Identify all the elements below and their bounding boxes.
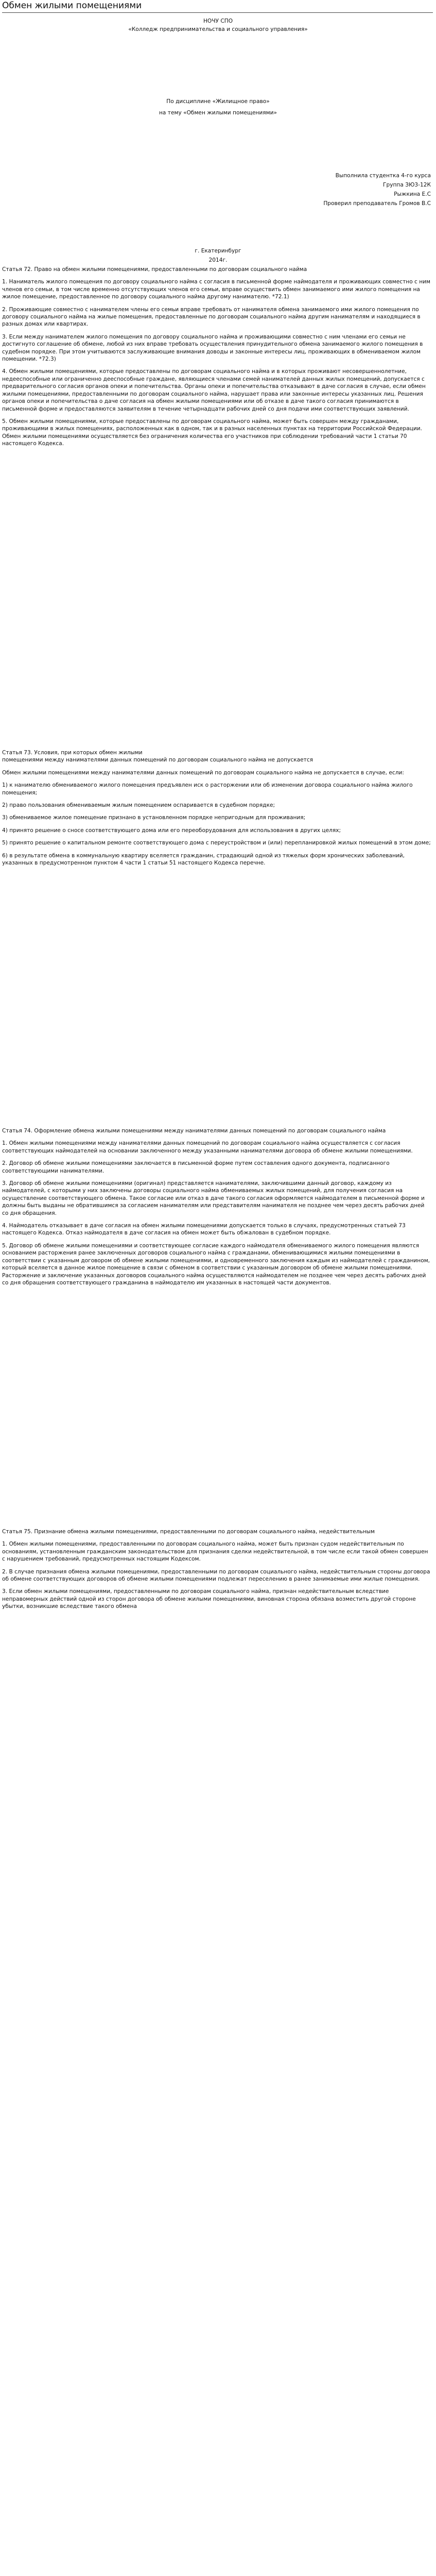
article-75: [2, 1528, 432, 1616]
article-73-item: 2) право пользования обмениваемым жилым помещением оспаривается в судебном порядке;: [2, 802, 275, 809]
article-73-item: 1) к нанимателю обмениваемого жилого помещения предъявлен иск о расторжении или об изменении договора социального найма жилого помещения;: [2, 782, 413, 796]
student-line: Рыжкина Е.С: [394, 191, 431, 197]
year-line: 2014г.: [208, 257, 228, 263]
article-72: [2, 266, 432, 453]
article-75-paragraph: 3. Если обмен жилыми помещениями, предоставленными по договорам социального найма, признан недействительным вследствие неправомерных действий одной из сторон договора об обмене жилыми помещениями, виновная сторона обязана возместить другой стороне убытки, возникшие вследствие такого обмена: [2, 1588, 416, 1610]
org-full: «Колледж предпринимательства и социального управления»: [128, 26, 308, 32]
article-73-heading: Статья 73. Условия, при которых обмен жилыми: [2, 750, 143, 756]
org-short: НОЧУ СПО: [203, 18, 233, 24]
article-74: [2, 1127, 432, 1292]
author-line: Выполнила студентка 4-го курса: [335, 173, 431, 179]
article-75-paragraph: 1. Обмен жилыми помещениями, предоставленными по договорам социального найма, может быть признан судом недействительным по основаниям, установленным гражданским законодательством для признания сделки недействительной, в том числе если такой обмен совершен с нарушением требований, предусмотренных настоящим Кодексом.: [2, 1541, 428, 1563]
article-72-paragraph: 1. Наниматель жилого помещения по договору социального найма с согласия в письменной форме наймодателя и проживающих совместно с ним членов его семьи, в том числе временно отсутствующих членов его семьи, вправе осуществить обмен занимаемого ими жилого помещения на жилое помещение, предоставленное по договору социального найма другому нанимателю. *72.1): [2, 279, 431, 300]
article-74-heading: Статья 74. Оформление обмена жилыми помещениями между нанимателями данных помещений по договорам социального найма: [2, 1128, 386, 1134]
article-73-intro: Обмен жилыми помещениями между нанимателями данных помещений по договорам социального найма не допускается в случае, если:: [2, 769, 404, 776]
article-75-heading: Статья 75. Признание обмена жилыми помещениями, предоставленными по договорам социального найма, недействительным: [2, 1529, 375, 1535]
article-72-paragraph: 3. Если между нанимателем жилого помещения по договору социального найма и проживающими совместно с ним членами его семьи не достигнуто соглашение об обмене, любой из них вправе требовать осуществления принудительного обмена занимаемого жилого помещения в судебном порядке. При этом учитываются заслуживающие внимания доводы и законные интересы лиц, проживающих в обмениваемом жилом помещении. *72.3): [2, 333, 423, 363]
article-72-heading: Статья 72. Право на обмен жилыми помещениями, предоставленными по договорам социального найма: [2, 266, 307, 273]
article-75-paragraph: 2. В случае признания обмена жилыми помещениями, предоставленными по договорам социального найма, недействительным стороны договора об обмене соответствующих договоров об обмене жилыми помещениями подлежат переселению в ранее занимаемые ими жилые помещения.: [2, 1568, 430, 1583]
article-74-paragraph: 1. Обмен жилыми помещениями между нанимателями данных помещений по договорам социального найма осуществляется с согласия соответствующих наймодателей на основании заключенного между указанными нанимателями договора об обмене жилыми помещениями.: [2, 1140, 413, 1154]
document-title: Обмен жилыми помещениями: [2, 1, 142, 11]
article-73-item: 6) в результате обмена в коммунальную квартиру вселяется гражданин, страдающий одной из тяжелых форм хронических заболеваний, указанных в предусмотренном пунктом 4 части 1 статьи 51 настоящего Кодекса перечне.: [2, 852, 405, 867]
article-73: [2, 749, 432, 872]
checked-line: Проверил преподаватель Громов В.С: [323, 200, 431, 207]
article-73-item: 3) обмениваемое жилое помещение признано в установленном порядке непригодным для проживания;: [2, 815, 306, 821]
article-72-paragraph: 4. Обмен жилыми помещениями, которые предоставлены по договорам социального найма и в которых проживают несовершеннолетние, недееспособные или ограниченно дееспособные граждане, являющиеся членами семей нанимателей данных жилых помещений, допускается с предварительного согласия органов опеки и попечительства. Органы опеки и попечительства отказывают в даче согласия в случае, если обмен жилыми помещениями, предоставленными по договорам социального найма, нарушает права или законные интересы указанных лиц. Решения органов опеки и попечительства о даче согласия на обмен жилыми помещениями или об отказе в даче такого согласия принимаются в письменной форме и предоставляются заявителям в течение четырнадцати рабочих дней со дня подачи ими соответствующих заявлений.: [2, 368, 426, 412]
group-line: Группа ЗЮ3-12К: [383, 182, 431, 188]
article-73-item: 4) принято решение о сносе соответствующего дома или его переоборудования для использования в других целях;: [2, 827, 341, 834]
article-73-heading-cont: помещениями между нанимателями данных помещений по договорам социального найма не допускается: [2, 757, 313, 764]
article-74-paragraph: 5. Договор об обмене жилыми помещениями и соответствующее согласие каждого наймодателя обмениваемого жилого помещения являются основанием расторжения ранее заключенных договоров социального найма с гражданами, обменивающимися жилыми помещениями в соответствии с указанным договором об обмене жилыми помещениями, и одновременного заключения каждым из наймодателей с гражданином, который вселяется в данное жилое помещение в связи с обменом в соответствии с указанным договором об обмене жилыми помещениями. Расторжение и заключение указанных договоров социального найма осуществляются наймодателем не позднее чем через десять рабочих дней со дня обращения соответствующего гражданина в наймодателю им указанных в настоящей части документов.: [2, 1242, 430, 1286]
article-74-paragraph: 2. Договор об обмене жилыми помещениями заключается в письменной форме путем составления одного документа, подписанного соответствующими нанимателями.: [2, 1160, 390, 1174]
article-74-paragraph: 4. Наймодатель отказывает в даче согласия на обмен жилыми помещениями допускается только в случаях, предусмотренных статьей 73 настоящего Кодекса. Отказ наймодателя в даче согласия на обмен может быть обжалован в судебном порядке.: [2, 1223, 406, 1236]
article-72-paragraph: 5. Обмен жилыми помещениями, которые предоставлены по договорам социального найма, может быть совершен между гражданами, проживающими в жилых помещениях, расположенных как в одном, так и в разных населенных пунктах на территории Российской Федерации. Обмен жилыми помещениями осуществляется без ограничения количества его участников при соблюдении требований части 1 статьи 70 настоящего Кодекса.: [2, 418, 422, 447]
article-74-paragraph: 3. Договор об обмене жилыми помещениями (оригинал) представляется нанимателями, заключившими данный договор, каждому из наймодателей, с которыми у них заключены договоры социального найма обмениваемых жилых помещений, для получения согласия на осуществление соответствующего обмена. Такое согласие или отказ в даче такого согласия оформляется наймодателем в письменной форме и должны быть выданы не обратившимся за согласием нанимателям или представителям нанимателя не позднее чем через десять рабочих дней со дня обращения.: [2, 1180, 425, 1216]
article-73-item: 5) принято решение о капитальном ремонте соответствующего дома с переустройством и (или) перепланировкой жилых помещений в этом доме;: [2, 840, 431, 846]
city-line: г. Екатеринбург: [195, 248, 241, 254]
article-72-paragraph: 2. Проживающие совместно с нанимателем члены его семьи вправе требовать от нанимателя обмена занимаемого ими жилого помещения по договору социального найма на жилые помещения, предоставленные по договорам социального найма другим нанимателям и находящиеся в разных домах или квартирах.: [2, 306, 421, 328]
topic-line: на тему «Обмен жилыми помещениями»: [159, 110, 277, 116]
discipline-line: По дисциплине «Жилищное право»: [166, 98, 270, 105]
title-underline: [2, 12, 433, 13]
